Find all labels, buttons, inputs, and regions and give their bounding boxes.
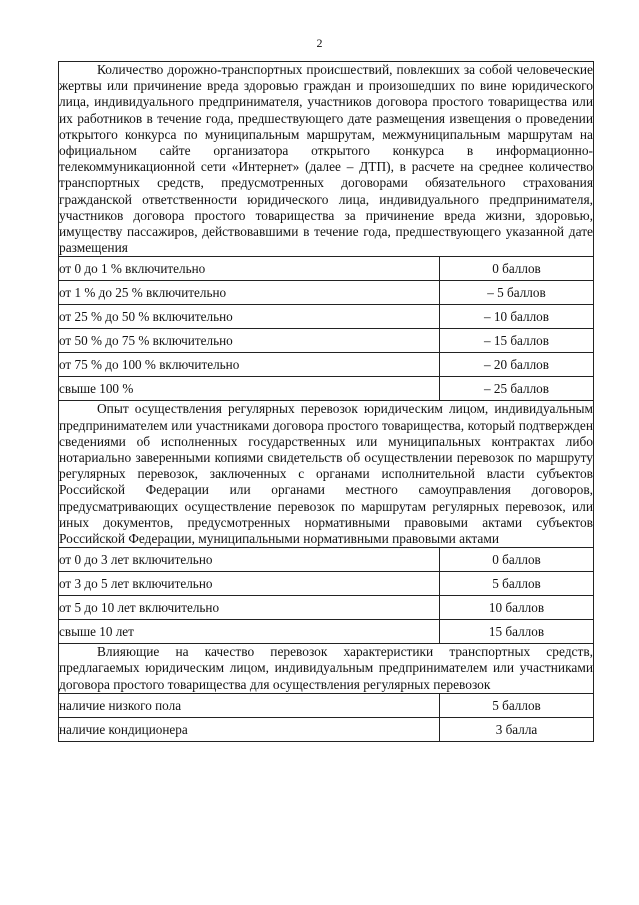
criteria-table bbox=[58, 61, 594, 742]
row-label: свыше 10 лет bbox=[59, 620, 440, 644]
row-label: наличие низкого пола bbox=[59, 693, 440, 717]
section-2-description: Опыт осуществления регулярных перевозок юридическим лицом, индивидуальным предпринимателем или участниками договора простого товарищества, который подтвержден сведениями об исполненных государственных или муниципальных контрактах либо нотариально заверенными копиями свидетельств об осуществлении перевозок по маршруту регулярных перевозок, заключенных с органами исполнительной власти субъектов Российской Федерации или органами местного самоуправления договоров, предусматривающих осуществление перевозок по маршрутам регулярных перевозок, или иных документов, предусмотренных нормативными правовыми актами субъектов Российской Федерации, муниципальными нормативными правовыми актами bbox=[59, 401, 593, 547]
table-row bbox=[59, 305, 594, 329]
row-points: 10 баллов bbox=[440, 596, 594, 620]
table-row bbox=[59, 693, 594, 717]
row-points: – 20 баллов bbox=[440, 353, 594, 377]
table-row bbox=[59, 257, 594, 281]
row-points: 3 балла bbox=[440, 717, 594, 741]
row-points: – 15 баллов bbox=[440, 329, 594, 353]
table-row bbox=[59, 596, 594, 620]
row-points: – 25 баллов bbox=[440, 377, 594, 401]
row-label: от 50 % до 75 % включительно bbox=[59, 329, 440, 353]
table-row bbox=[59, 281, 594, 305]
row-label: от 5 до 10 лет включительно bbox=[59, 596, 440, 620]
table-row bbox=[59, 620, 594, 644]
row-points: 5 баллов bbox=[440, 572, 594, 596]
table-row bbox=[59, 353, 594, 377]
table-row bbox=[59, 548, 594, 572]
table-row bbox=[59, 329, 594, 353]
row-label: от 1 % до 25 % включительно bbox=[59, 281, 440, 305]
row-label: от 25 % до 50 % включительно bbox=[59, 305, 440, 329]
page-number: 2 bbox=[316, 36, 323, 50]
section-1-description: Количество дорожно-транспортных происшествий, повлекших за собой человеческие жертвы или причинение вреда здоровью граждан и произошедших по вине юридического лица, индивидуального предпринимателя, участников договора простого товарищества или их работников в течение года, предшествующего дате размещения извещения о проведении открытого конкурса по муниципальным маршрутам, межмуниципальным маршрутам на официальном сайте организатора открытого конкурса в информационно-телекоммуникационной сети «Интернет» (далее – ДТП), в расчете на среднее количество транспортных средств, предусмотренных договорами обязательного страхования гражданской ответственности юридического лица, индивидуального предпринимателя, участников договора простого товарищества за причинение вреда жизни, здоровью, имуществу пассажиров, действовавшими в течение года, предшествующего указанной дате размещения bbox=[59, 62, 593, 256]
table-row bbox=[59, 377, 594, 401]
section-3-description: Влияющие на качество перевозок характеристики транспортных средств, предлагаемых юридическим лицом, индивидуальным предпринимателем или участниками договора простого товарищества для осуществления регулярных перевозок bbox=[59, 644, 593, 692]
row-label: от 3 до 5 лет включительно bbox=[59, 572, 440, 596]
row-label: свыше 100 % bbox=[59, 377, 440, 401]
row-label: от 0 до 3 лет включительно bbox=[59, 548, 440, 572]
row-points: 0 баллов bbox=[440, 257, 594, 281]
row-label: от 0 до 1 % включительно bbox=[59, 257, 440, 281]
table-row bbox=[59, 572, 594, 596]
row-points: 15 баллов bbox=[440, 620, 594, 644]
row-points: – 10 баллов bbox=[440, 305, 594, 329]
row-points: – 5 баллов bbox=[440, 281, 594, 305]
table-row bbox=[59, 717, 594, 741]
row-points: 0 баллов bbox=[440, 548, 594, 572]
row-label: наличие кондиционера bbox=[59, 717, 440, 741]
row-points: 5 баллов bbox=[440, 693, 594, 717]
row-label: от 75 % до 100 % включительно bbox=[59, 353, 440, 377]
